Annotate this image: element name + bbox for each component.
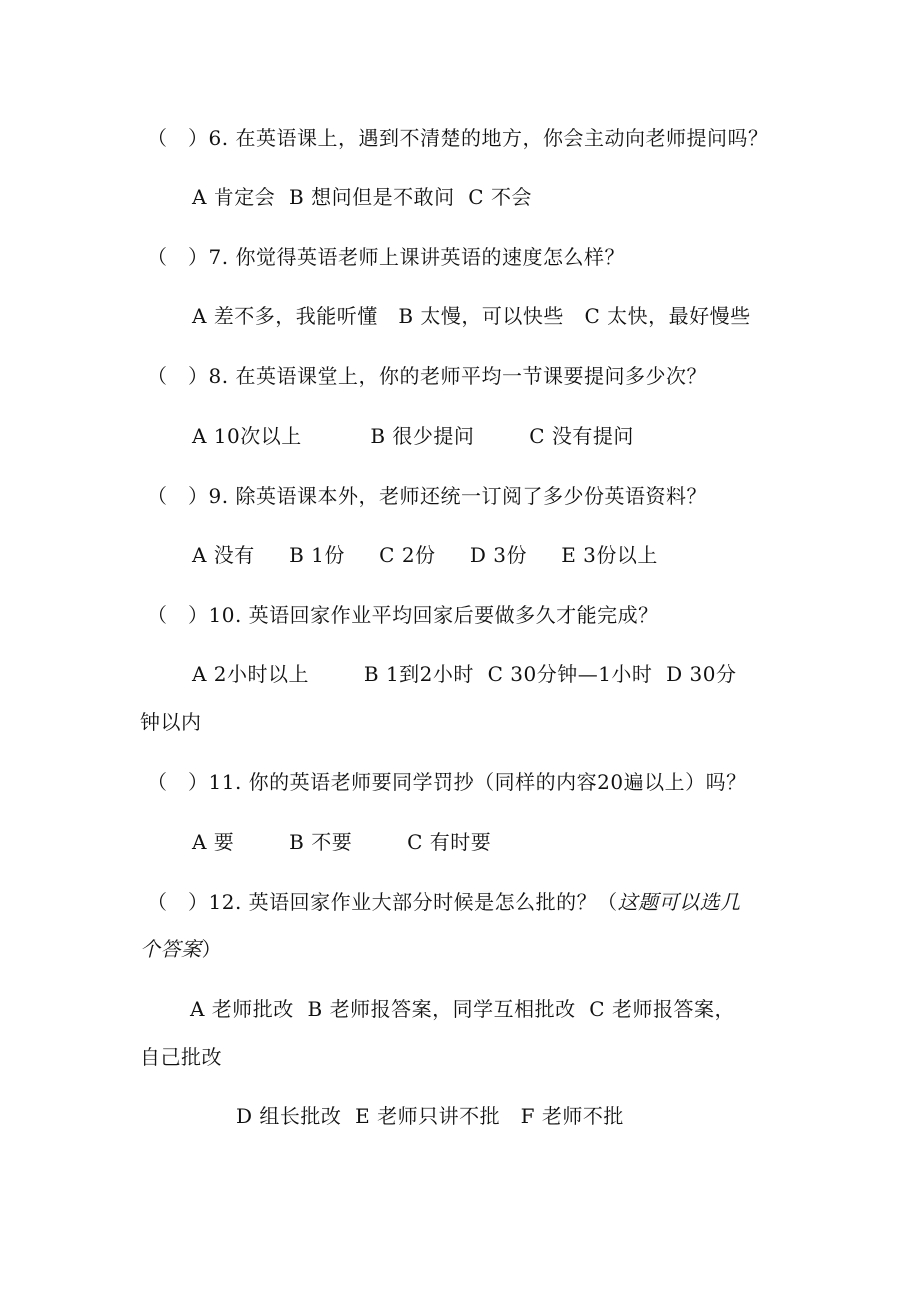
question-9 xyxy=(147,484,707,508)
question-11 xyxy=(147,770,747,794)
question-text: 10. 英语回家作业平均回家后要做多久才能完成？ xyxy=(208,603,659,627)
question-note: 这题可以选几 xyxy=(617,890,741,914)
question-8-options: A 10次以上 B 很少提问 C 没有提问 xyxy=(192,424,634,448)
question-7-options: A 差不多，我能听懂 B 太慢，可以快些 C 太快，最好慢些 xyxy=(192,304,751,328)
question-text: 9. 除英语课本外，老师还统一订阅了多少份英语资料？ xyxy=(208,484,707,508)
question-6 xyxy=(147,126,768,150)
question-text: 12. 英语回家作业大部分时候是怎么批的？（ xyxy=(208,890,618,914)
question-12-options: A 老师批改 B 老师报答案，同学互相批改 C 老师报答案， xyxy=(190,997,735,1021)
question-text: 6. 在英语课上，遇到不清楚的地方，你会主动向老师提问吗？ xyxy=(208,126,769,150)
answer-blank[interactable]: （ ） xyxy=(147,126,209,150)
question-text: 11. 你的英语老师要同学罚抄（同样的内容20遍以上）吗？ xyxy=(208,770,747,794)
answer-blank[interactable]: （ ） xyxy=(147,770,209,794)
answer-blank[interactable]: （ ） xyxy=(147,245,209,269)
answer-blank[interactable]: （ ） xyxy=(147,484,209,508)
answer-blank[interactable]: （ ） xyxy=(147,364,209,388)
question-close-paren: ） xyxy=(201,937,222,961)
question-12-options-2: D 组长批改 E 老师只讲不批 F 老师不批 xyxy=(236,1104,624,1128)
question-text: 7. 你觉得英语老师上课讲英语的速度怎么样？ xyxy=(208,245,625,269)
answer-blank[interactable]: （ ） xyxy=(147,890,209,914)
question-note-continued: 个答案 xyxy=(140,937,202,961)
question-6-options: A 肯定会 B 想问但是不敢问 C 不会 xyxy=(192,185,532,209)
question-8 xyxy=(147,364,707,388)
answer-blank[interactable]: （ ） xyxy=(147,603,209,627)
question-12-continued xyxy=(140,937,222,961)
question-11-options: A 要 B 不要 C 有时要 xyxy=(192,830,492,854)
question-12-options-continued: 自己批改 xyxy=(140,1045,222,1069)
question-10 xyxy=(147,603,659,627)
question-7 xyxy=(147,245,625,269)
question-12 xyxy=(147,890,741,914)
question-text: 8. 在英语课堂上，你的老师平均一节课要提问多少次？ xyxy=(208,364,707,388)
question-9-options: A 没有 B 1份 C 2份 D 3份 E 3份以上 xyxy=(192,543,658,567)
question-10-options: A 2小时以上 B 1到2小时 C 30分钟—1小时 D 30分 xyxy=(192,662,737,686)
question-10-options-continued: 钟以内 xyxy=(140,710,202,734)
